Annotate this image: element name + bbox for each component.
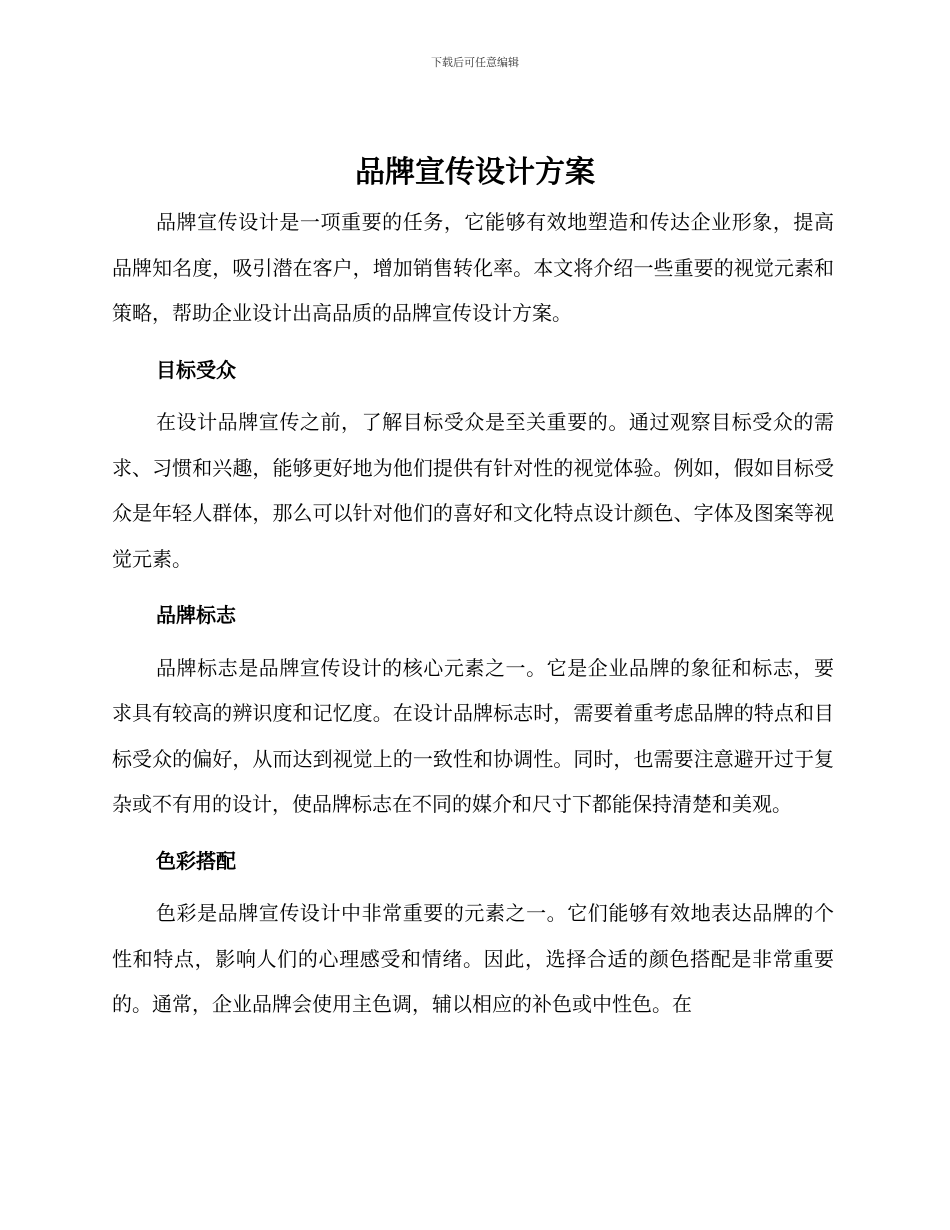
section-heading-brand-logo: 品牌标志 — [156, 603, 236, 627]
document-title: 品牌宣传设计方案 — [355, 155, 595, 190]
section-body-color-scheme: 色彩是品牌宣传设计中非常重要的元素之一。它们能够有效地表达品牌的个性和特点，影响人们的心理感受和情绪。因此，选择合适的颜色搭配是非常重要的。通常，企业品牌会使用主色调，辅以相应的补色或中性色。在 — [112, 901, 834, 1016]
document-body — [112, 200, 834, 1028]
section-body-brand-logo: 品牌标志是品牌宣传设计的核心元素之一。它是企业品牌的象征和标志，要求具有较高的辨识度和记忆度。在设计品牌标志时，需要着重考虑品牌的特点和目标受众的偏好，从而达到视觉上的一致性和协调性。同时，也需要注意避开过于复杂或不有用的设计，使品牌标志在不同的媒介和尺寸下都能保持清楚和美观。 — [112, 655, 834, 816]
section-heading-color-scheme: 色彩搭配 — [156, 848, 236, 873]
intro-paragraph: 品牌宣传设计是一项重要的任务，它能够有效地塑造和传达企业形象，提高品牌知名度，吸引潜在客户，增加销售转化率。本文将介绍一些重要的视觉元素和策略，帮助企业设计出高品质的品牌宣传设计方案。 — [112, 210, 834, 325]
section-body-target-audience: 在设计品牌宣传之前，了解目标受众是至关重要的。通过观察目标受众的需求、习惯和兴趣，能够更好地为他们提供有针对性的视觉体验。例如，假如目标受众是年轻人群体，那么可以针对他们的喜好和文化特点设计颜色、字体及图案等视觉元素。 — [112, 410, 834, 571]
page-header-note: 下载后可任意编辑 — [431, 56, 519, 69]
section-heading-target-audience: 目标受众 — [156, 357, 236, 382]
